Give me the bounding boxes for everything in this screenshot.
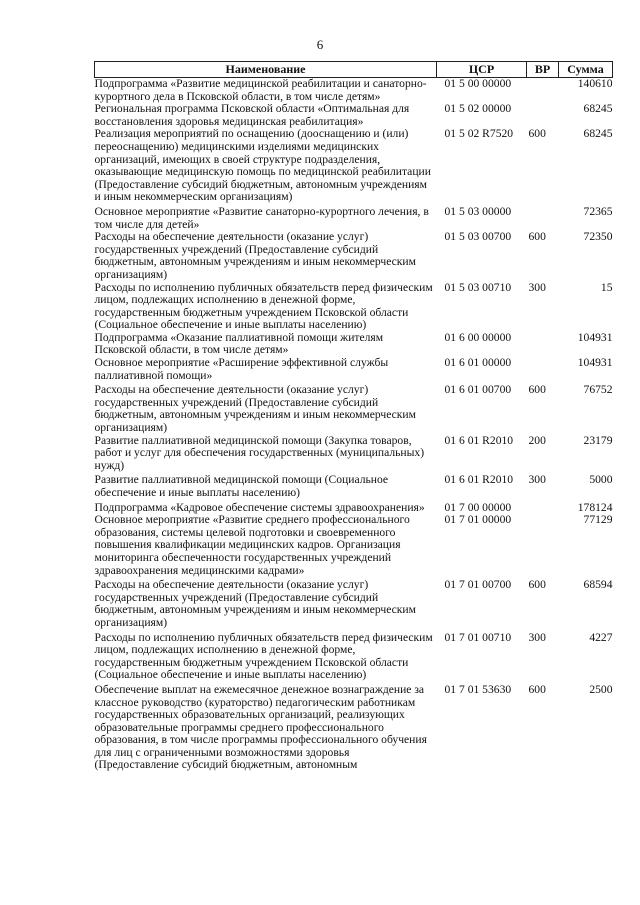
row-csr: 01 7 00 00000 [444,500,512,514]
page-number: 6 [316,37,324,52]
budget-table [94,61,613,772]
row-sum: 77129 [583,513,613,527]
row-csr: 01 5 03 00700 [444,230,512,244]
row-name: Развитие паллиативной медицинской помощи (Социальное обеспечение и иные выплаты населению) [94,473,389,499]
row-sum: 68245 [583,127,613,141]
table-row [95,474,613,501]
row-csr: 01 7 01 00700 [444,578,512,592]
row-sum: 23179 [583,433,613,447]
row-csr: 01 6 01 00000 [444,356,512,370]
table-row [95,103,613,128]
row-csr: 01 6 01 R2010 [444,433,514,447]
row-name: Расходы по исполнению публичных обязательств перед физическим лицом, подлежащих исполнению в денежной форме, государственным бюджетным учреждением Псковской области (Социальное обеспечение и иные выплаты населению) [94,280,433,332]
row-sum: 2500 [589,682,613,696]
table-row [95,357,613,384]
header-csr: ЦСР [437,62,527,78]
header-sum: Сумма [559,62,613,78]
row-name: Региональная программа Псковской области «Оптимальная для восстановления здоровья медицинская реабилитация» [94,102,410,128]
row-name: Подпрограмма «Оказание паллиативной помощи жителям Псковской области, в том числе детям» [94,330,384,357]
row-csr: 01 7 01 53630 [444,682,512,696]
row-name: Развитие паллиативной медицинской помощи (Закупка товаров, работ и услуг для обеспечения государственных (муниципальных) нужд) [94,433,425,472]
header-vr: ВР [527,62,559,78]
row-vr [527,332,559,357]
row-name: Основное мероприятие «Развитие среднего профессионального образования, системы целевой подготовки и своевременного повышения квалификации медицинских кадров. Организация мониторинга обеспеченности государственных учреждений здравоохранения медицинскими кадрами» [94,513,410,577]
row-name: Основное мероприятие «Развитие санаторно-курортного лечения, в том числе для детей» [94,204,429,231]
row-csr: 01 7 01 00710 [444,630,512,644]
row-sum: 72350 [583,230,613,244]
row-name: Обеспечение выплат на ежемесячное денежное вознаграждение за классное руководство (кураторство) педагогическим работникам государственных образовательных организаций, реализующих образовательные программы среднего профессионального образования, в том числе программы профессионального обучения для лиц с ограниченными возможностями здоровья (Предоставление субсидий бюджетным, автономным [94,682,427,772]
table-row [95,579,613,631]
table-row [95,632,613,684]
row-vr [527,514,559,579]
row-name: Подпрограмма «Развитие медицинской реабилитации и санаторно-курортного дела в Псковской области, в том числе детям» [94,77,427,103]
row-name: Расходы на обеспечение деятельности (оказание услуг) государственных учреждений (Предоставление субсидий бюджетным, автономным учреждениям и иным некоммерческим организациям) [94,383,416,435]
row-sum: 104931 [577,330,613,344]
table-row [95,384,613,434]
row-vr: 600 [528,578,546,592]
header-name: Наименование [95,62,437,78]
row-vr [527,78,559,104]
row-sum: 72365 [583,204,613,218]
table-header-row [95,62,613,78]
row-sum: 140610 [577,77,613,90]
row-name: Расходы на обеспечение деятельности (оказание услуг) государственных учреждений (Предоставление субсидий бюджетным, автономным учреждениям и иным некоммерческим организациям) [94,230,416,281]
row-name: Реализация мероприятий по оснащению (дооснащению и (или) переоснащению) медицинскими изделиями медицинских организаций, имеющих в своей структуре подразделения, оказывающие медицинскую помощь по медицинской реабилитации (Предоставление субсидий бюджетным, автономным учреждениям и иным некоммерческим организациям) [94,127,431,204]
row-csr: 01 5 02 00000 [444,102,512,116]
row-vr [527,206,559,231]
row-csr: 01 5 03 00710 [444,280,512,294]
row-vr: 600 [528,682,546,696]
row-name: Расходы на обеспечение деятельности (оказание услуг) государственных учреждений (Предоставление субсидий бюджетным, автономным учреждениям и иным некоммерческим организациям) [94,578,416,629]
row-sum: 68594 [583,578,613,592]
row-csr: 01 6 01 R2010 [444,473,514,487]
table-row [95,128,613,206]
row-name: Расходы по исполнению публичных обязательств перед физическим лицом, подлежащих исполнению в денежной форме, государственным бюджетным учреждением Псковской области (Социальное обеспечение и иные выплаты населению) [94,630,433,682]
row-csr: 01 5 03 00000 [444,204,512,218]
table-row [95,332,613,357]
table-row [95,435,613,475]
row-csr: 01 5 02 R7520 [444,127,514,141]
row-csr: 01 6 00 00000 [444,330,512,344]
row-sum: 4227 [589,630,613,644]
row-vr: 600 [528,127,546,141]
row-name: Подпрограмма «Кадровое обеспечение системы здравоохранения» [94,500,425,514]
row-vr: 600 [528,230,546,244]
row-sum: 5000 [589,473,613,487]
row-csr: 01 6 01 00700 [444,383,512,397]
row-sum: 68245 [583,102,613,116]
row-sum: 76752 [583,383,613,397]
row-vr: 300 [528,280,546,294]
table-body [95,78,613,773]
row-name: Основное мероприятие «Расширение эффективной службы паллиативной помощи» [94,356,389,382]
table-row [95,206,613,231]
row-vr [527,502,559,515]
row-vr: 600 [528,383,546,397]
row-vr [527,357,559,384]
row-vr: 300 [528,630,546,644]
row-vr [527,103,559,128]
table-row [95,514,613,579]
table-row [95,231,613,281]
table-row [95,282,613,332]
row-sum: 104931 [577,356,613,370]
table-row [95,684,613,772]
row-vr: 300 [528,473,546,487]
row-vr: 200 [528,433,546,447]
row-sum: 15 [600,280,613,294]
row-csr: 01 5 00 00000 [444,77,512,90]
row-csr: 01 7 01 00000 [444,513,512,527]
row-sum: 178124 [577,500,613,514]
table-row [95,78,613,104]
